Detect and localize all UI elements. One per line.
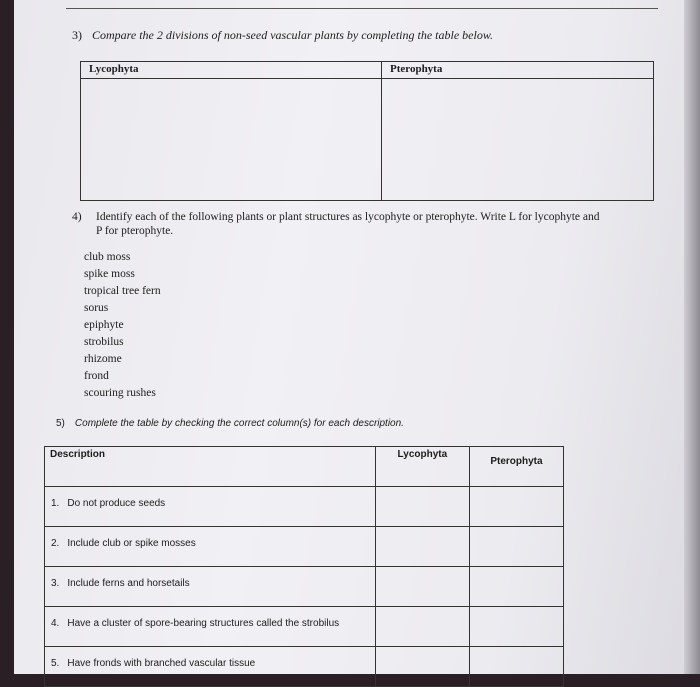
worksheet-page [14,0,686,674]
table1-header-pterophyta: Pterophyta [382,62,654,79]
plant-item: strobilus [84,336,124,348]
table-row [45,567,564,607]
table1-cell-lycophyta[interactable] [81,79,382,201]
row-description [45,527,376,567]
row-description [45,487,376,527]
page-edge-shadow [684,0,700,674]
lycophyta-check-cell[interactable] [375,527,469,567]
pterophyta-check-cell[interactable] [469,607,563,647]
table2-header-description: Description [45,447,376,487]
plant-item: frond [84,370,109,382]
row-text: Include ferns and horsetails [67,578,190,589]
lycophyta-check-cell[interactable] [375,567,469,607]
plant-item: sorus [84,302,109,314]
row-description [45,607,376,647]
table-row [45,647,564,687]
question-3 [72,28,493,43]
plant-item: spike moss [84,268,135,280]
row-number: 2. [51,538,60,549]
table2-header-pterophyta: Pterophyta [469,447,563,487]
question-4-number: 4) [72,211,82,223]
pterophyta-check-cell[interactable] [469,647,563,687]
question-5 [56,418,404,429]
row-text: Have a cluster of spore-bearing structures called the strobilus [67,618,340,629]
row-description [45,647,376,687]
plant-item: scouring rushes [84,387,156,399]
pterophyta-check-cell[interactable] [469,527,563,567]
row-number: 4. [51,618,60,629]
pterophyta-check-cell[interactable] [469,487,563,527]
plant-item: tropical tree fern [84,285,161,297]
checklist-table [44,446,564,687]
question-4-line2: P for pterophyte. [96,225,174,237]
table-row [45,527,564,567]
top-rule [66,8,658,9]
question-4-line1: Identify each of the following plants or plant structures as lycophyte or pterophyte. Write L for lycophyte and [96,211,600,223]
plant-item: club moss [84,251,131,263]
row-text: Do not produce seeds [67,498,166,509]
table-row [45,607,564,647]
row-text: Include club or spike mosses [67,538,196,549]
row-number: 5. [51,658,60,669]
question-5-text: Complete the table by checking the correct column(s) for each description. [74,418,404,429]
row-number: 1. [51,498,60,509]
row-number: 3. [51,578,60,589]
question-3-number: 3) [72,28,82,42]
table1-header-lycophyta: Lycophyta [81,62,382,79]
plant-item: epiphyte [84,319,124,331]
question-5-number: 5) [56,418,65,429]
lycophyta-check-cell[interactable] [375,647,469,687]
table-row [45,487,564,527]
pterophyta-check-cell[interactable] [469,567,563,607]
question-4 [72,210,672,238]
comparison-table [80,61,654,201]
row-text: Have fronds with branched vascular tissue [67,658,256,669]
lycophyta-check-cell[interactable] [375,607,469,647]
lycophyta-check-cell[interactable] [375,487,469,527]
table2-header-lycophyta: Lycophyta [375,447,469,487]
row-description [45,567,376,607]
table1-cell-pterophyta[interactable] [382,79,654,201]
plant-list [84,249,161,402]
plant-item: rhizome [84,353,122,365]
question-3-text: Compare the 2 divisions of non-seed vascular plants by completing the table below. [92,28,493,42]
